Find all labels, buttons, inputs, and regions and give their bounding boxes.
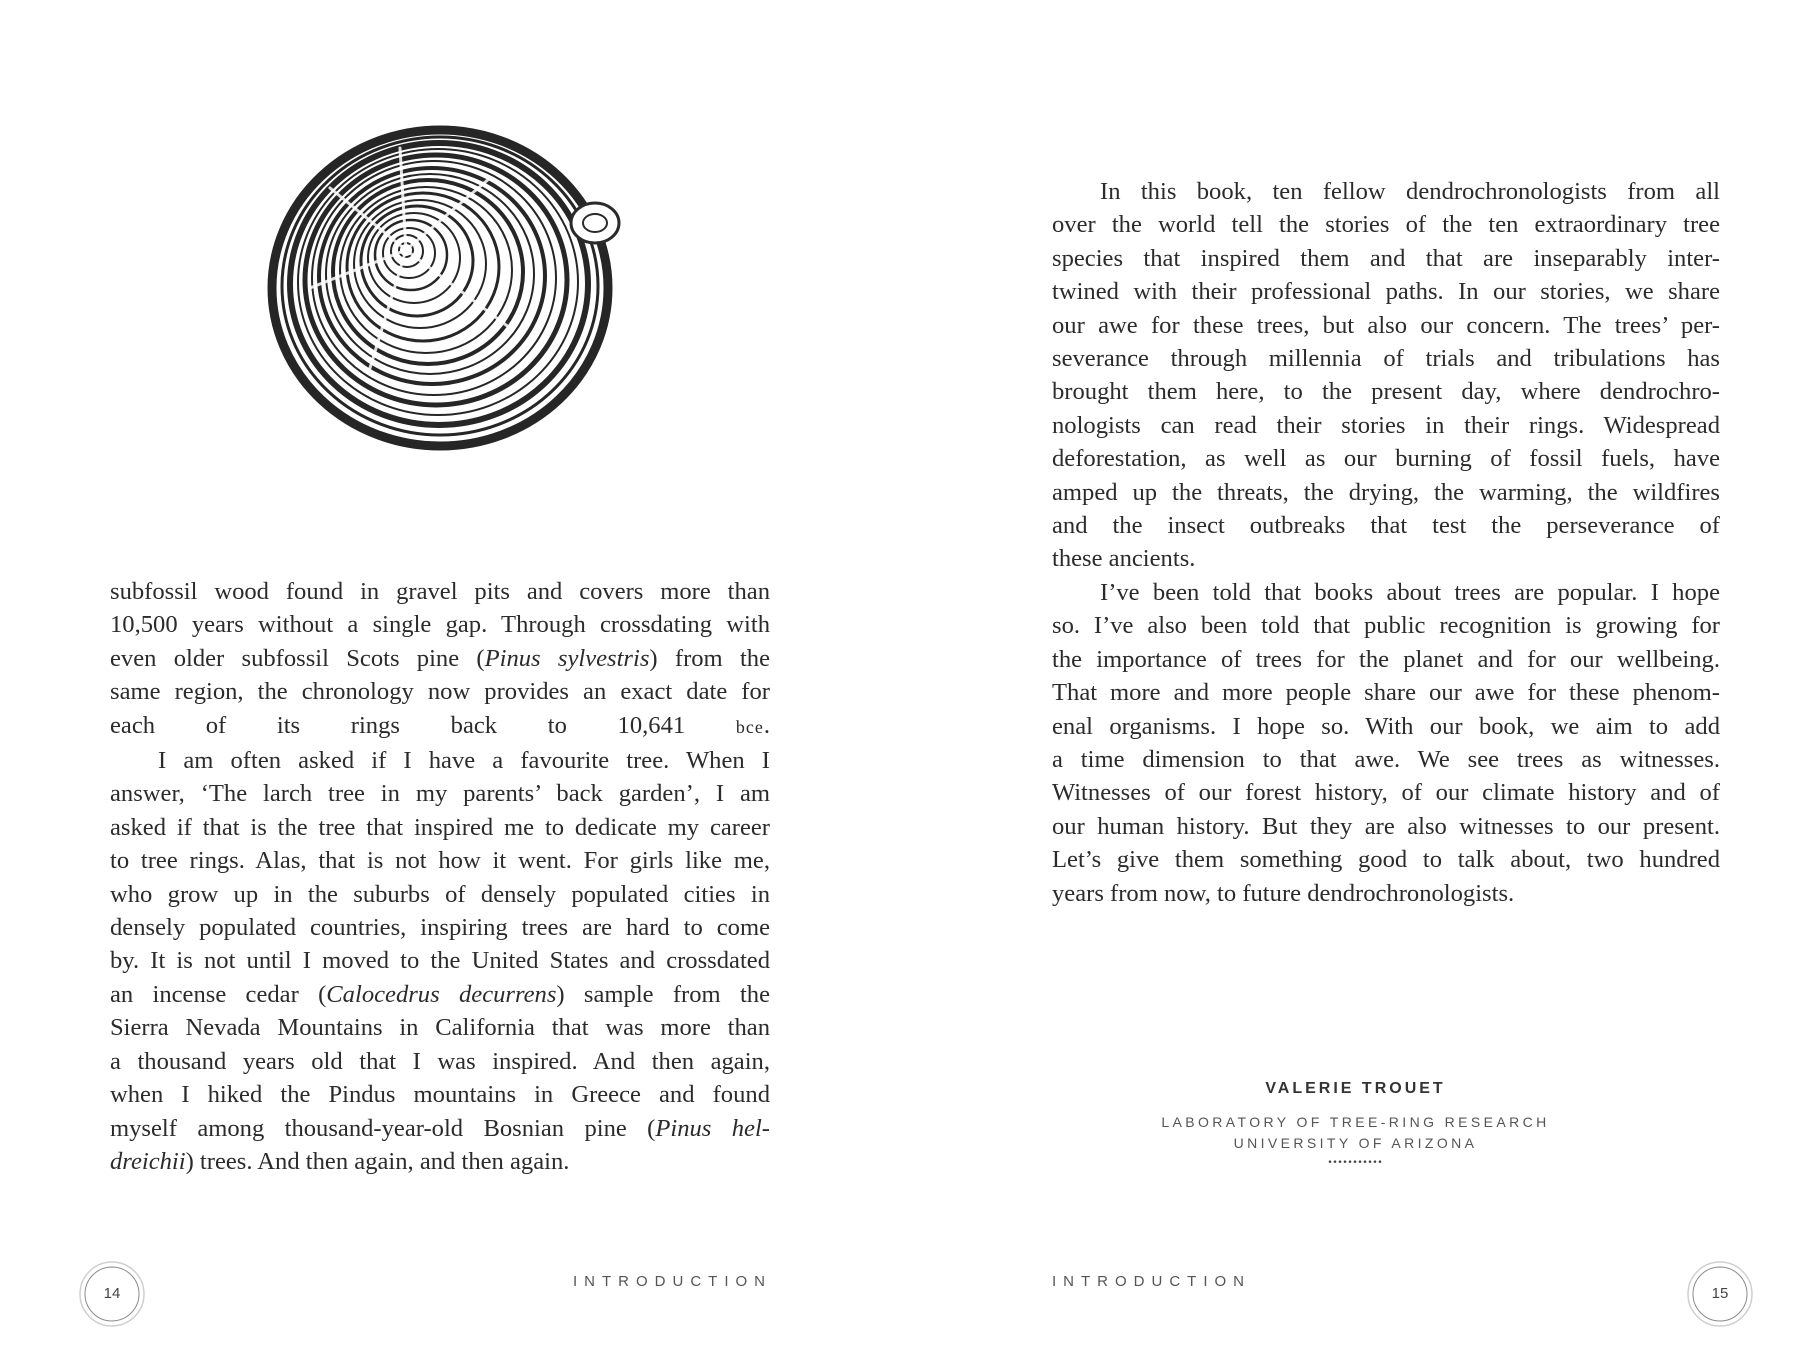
text-line: subfossil wood found in gravel pits and covers more than — [110, 578, 770, 605]
text-line — [110, 1112, 770, 1145]
text-run: ) sample from the — [556, 980, 771, 1008]
text-run: even older subfossil Scots pine ( — [110, 644, 485, 672]
text-line: species that inspired them and that are inseparably inter- — [1052, 244, 1720, 272]
text-line: deforestation, as well as our burning of fossil fuels, have — [1052, 445, 1720, 473]
author-signature — [904, 1080, 1807, 1167]
italic-text: Pinus sylvestris — [484, 644, 650, 672]
running-head: INTRODUCTION — [573, 1273, 772, 1290]
italic-text: Calocedrus decurrens — [326, 980, 557, 1008]
left-body-text — [110, 575, 770, 1178]
text-run: ) from the — [649, 644, 770, 672]
text-line: severance through millennia of trials and tribulations has — [1052, 345, 1720, 373]
text-run: myself among thousand-year-old Bosnian pine ( — [110, 1114, 656, 1142]
text-line: I’ve been told that books about trees are popular. I hope — [1100, 578, 1720, 606]
page-number-badge — [78, 1260, 146, 1328]
text-line: densely populated countries, inspiring trees are hard to come — [110, 914, 770, 942]
page-number: 15 — [1711, 1285, 1729, 1302]
text-line: enal organisms. I hope so. With our book, we aim to add — [1052, 712, 1720, 740]
left-page — [0, 0, 903, 1356]
text-line: over the world tell the stories of the ten extraordinary tree — [1052, 211, 1720, 239]
text-line: nologists can read their stories in their rings. Widespread — [1052, 411, 1720, 439]
page-number-badge — [1686, 1260, 1754, 1328]
text-run: ) trees. And then again, and then again. — [185, 1147, 570, 1175]
text-line: asked if that is the tree that inspired me to dedicate my career — [110, 813, 770, 841]
text-line: a thousand years old that I was inspired. And then again, — [110, 1047, 770, 1075]
text-line: Witnesses of our forest history, of our climate history and of — [1052, 779, 1720, 807]
text-line: In this book, ten fellow dendrochronologists from all — [1100, 178, 1720, 205]
tree-ring-cross-section-icon — [250, 78, 640, 468]
text-line: 10,500 years without a single gap. Through crossdating with — [110, 611, 770, 639]
author-institution: UNIVERSITY OF ARIZONA — [1233, 1135, 1478, 1151]
text-line: answer, ‘The larch tree in my parents’ back garden’, I am — [110, 780, 770, 808]
text-line — [110, 642, 770, 675]
text-line: same region, the chronology now provides an exact date for — [110, 678, 770, 706]
text-line — [110, 978, 770, 1011]
text-line: our human history. But they are also witnesses to our present. — [1052, 812, 1720, 840]
text-line — [110, 709, 770, 744]
text-line: who grow up in the suburbs of densely populated cities in — [110, 880, 770, 908]
italic-text: Pinus hel- — [655, 1114, 770, 1142]
author-affiliation: LABORATORY OF TREE-RING RESEARCH — [1161, 1114, 1550, 1130]
text-line: I am often asked if I have a favourite tree. When I — [158, 747, 770, 775]
text-line: these ancients. — [1052, 545, 1196, 573]
text-line: a time dimension to that awe. We see trees as witnesses. — [1052, 745, 1720, 773]
text-run: bce — [735, 716, 764, 737]
text-line: our awe for these trees, but also our concern. The trees’ per- — [1052, 311, 1720, 339]
text-line: to tree rings. Alas, that is not how it went. For girls like me, — [110, 847, 770, 875]
signature-ornament: ........... — [1328, 1150, 1383, 1167]
italic-text: dreichii — [110, 1147, 186, 1175]
right-page — [904, 0, 1807, 1356]
text-run: . — [763, 711, 770, 739]
text-line: That more and more people share our awe for these phenom- — [1052, 679, 1720, 707]
text-line: amped up the threats, the drying, the warming, the wildfires — [1052, 478, 1720, 506]
text-run: an incense cedar ( — [110, 980, 327, 1008]
text-line: by. It is not until I moved to the United States and crossdated — [110, 947, 770, 975]
text-line: Let’s give them something good to talk about, two hundred — [1052, 846, 1720, 874]
text-line: twined with their professional paths. In our stories, we share — [1052, 278, 1720, 306]
running-head: INTRODUCTION — [1052, 1273, 1251, 1290]
text-line: when I hiked the Pindus mountains in Greece and found — [110, 1081, 770, 1109]
text-line: years from now, to future dendrochronologists. — [1052, 879, 1515, 907]
text-run: each of its rings back to 10,641 — [110, 711, 736, 739]
author-name: VALERIE TROUET — [1265, 1080, 1446, 1097]
text-line — [110, 1145, 770, 1178]
text-line: and the insect outbreaks that test the perseverance of — [1052, 512, 1720, 540]
text-line: so. I’ve also been told that public recognition is growing for — [1052, 612, 1720, 640]
text-line: brought them here, to the present day, where dendrochro- — [1052, 378, 1720, 406]
text-line: Sierra Nevada Mountains in California that was more than — [110, 1014, 770, 1042]
text-line: the importance of trees for the planet and for our wellbeing. — [1052, 645, 1720, 673]
page-number: 14 — [103, 1285, 121, 1302]
right-body-text — [1052, 175, 1720, 910]
